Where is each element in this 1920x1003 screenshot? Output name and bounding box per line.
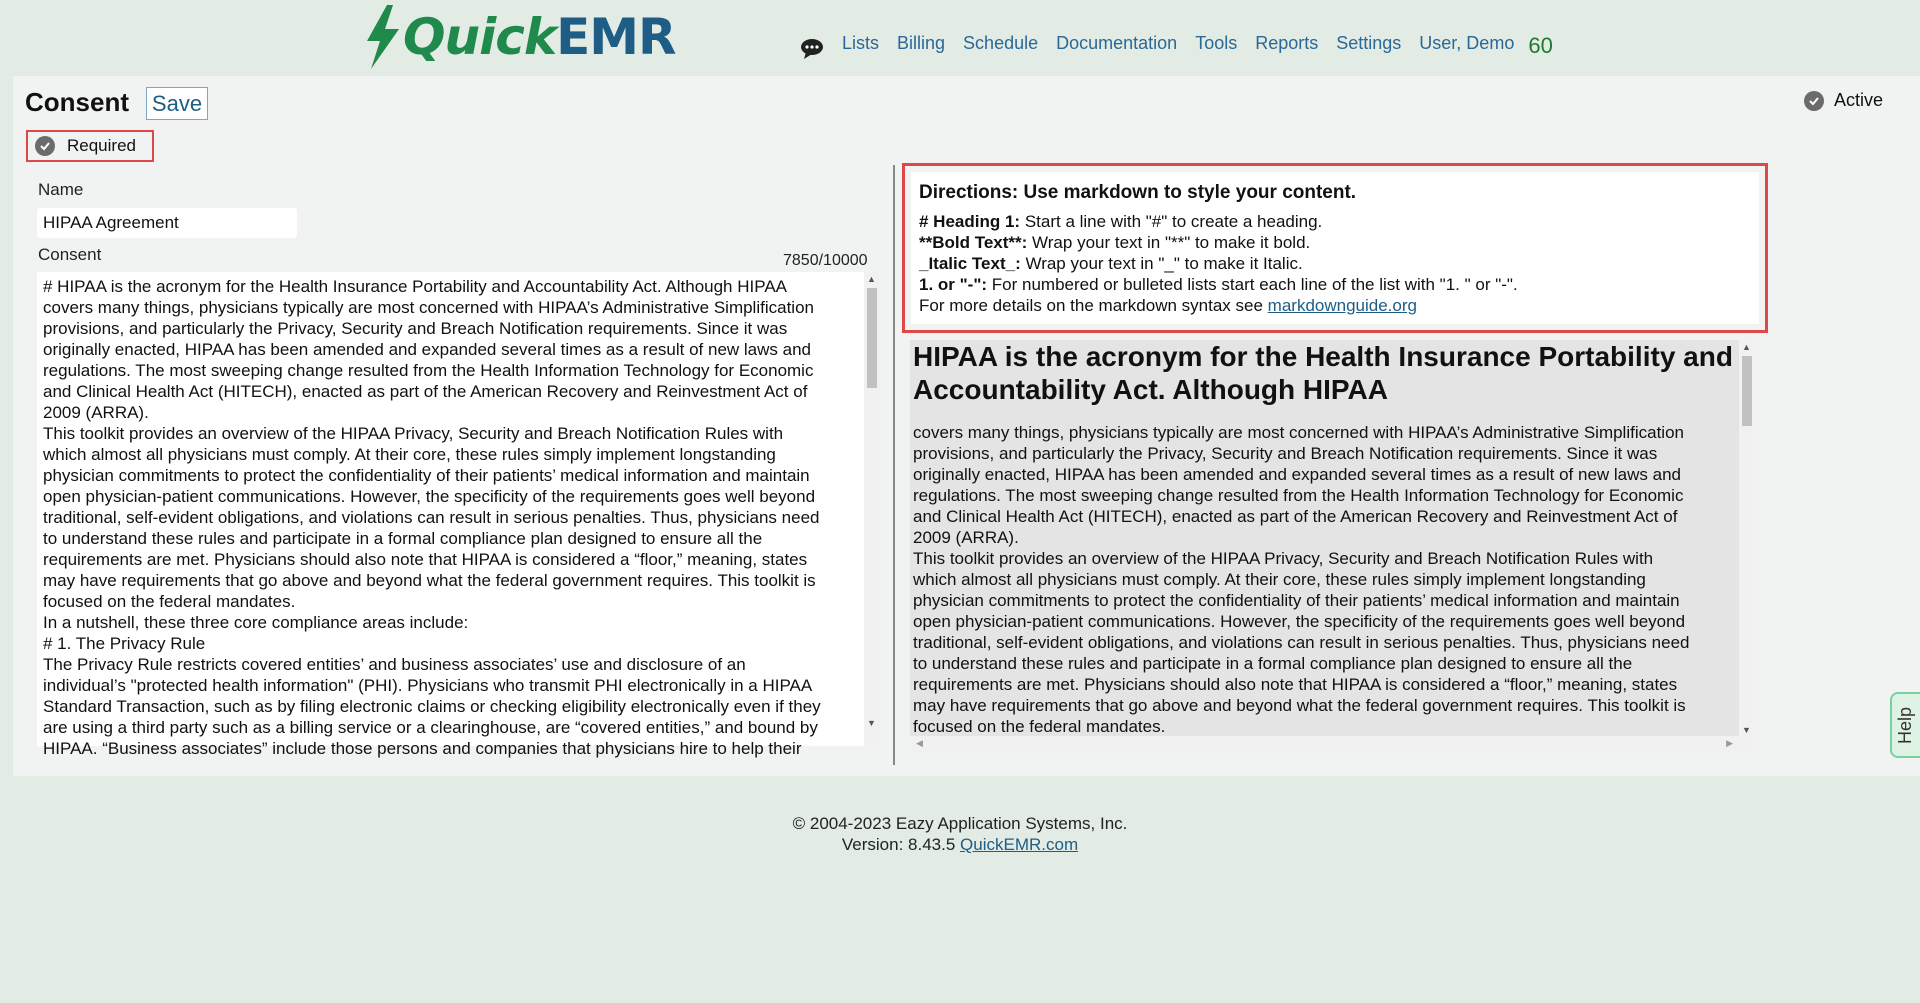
app-header: [0, 0, 1920, 76]
main-nav: [800, 28, 1553, 58]
nav-schedule[interactable]: Schedule: [963, 32, 1039, 53]
name-label: Name: [38, 180, 84, 199]
direction-line: _Italic Text_: Wrap your text in "_" to make it Italic.: [919, 254, 1303, 273]
session-timer: 60: [1528, 33, 1553, 58]
markdown-directions: [902, 163, 1768, 333]
direction-more: For more details on the markdown syntax see markdownguide.org: [919, 296, 1417, 315]
consent-text: # HIPAA is the acronym for the Health Insurance Portability and Accountability Act. Although HIPAA covers many things, physicians typically are most concerned with HIPAA’s Administrative Simplification provisions, and particularly the Privacy, Security and Breach Notification requirements. Since it was originally enacted, HIPAA has been amended and expanded several times as a result of new laws and regulations. The most sweeping change resulted from the Health Information Technology for Economic and Clinical Health Act (HITECH), enacted as part of the American Recovery and Reinvestment Act of 2009 (ARRA). This toolkit provides an overview of the HIPAA Privacy, Security and Breach Notification Rules with which almost all physicians must comply. At their core, these rules simply implement longstanding physician commitments to protect the confidentiality of their patients’ medical information and maintain open physician-patient communications. However, the specificity of the requirements goes well beyond traditional, self-evident obligations, and violations can result in serious penalties. Thus, physicians need to understand these rules and participate in a formal compliance plan designed to ensure all the requirements are met. Physicians should also note that HIPAA is considered a “floor,” meaning, states may have requirements that go above and beyond what the federal government requires. This toolkit is focused on the federal mandates. In a nutshell, these three core compliance areas include: # 1. The Privacy Rule The Privacy Rule restricts covered entities’ and business associates’ use and disclosure of an individual’s "protected health information" (PHI). Physicians who transmit PHI electronically in a HIPAA Standard Transaction, such as by filing electronic claims or checking eligibility electronically even if they are using a third party such as a billing service or a clearinghouse, are “covered entities,” and bound by HIPAA. “Business associates” include those persons and companies that physicians hire to help their: [43, 277, 821, 758]
markdownguide-link[interactable]: markdownguide.org: [1267, 296, 1417, 315]
name-input[interactable]: [37, 208, 297, 238]
logo-text-quick: Quick: [403, 8, 557, 66]
nav-tools[interactable]: Tools: [1195, 32, 1238, 53]
version-info: Version: 8.43.5 QuickEMR.com: [841, 835, 1079, 854]
nav-lists[interactable]: Lists: [842, 32, 880, 53]
direction-line: 1. or "-": For numbered or bulleted lists start each line of the list with "1. " or "-".: [919, 275, 1518, 294]
consent-textarea[interactable]: [37, 272, 880, 758]
nav-billing[interactable]: Billing: [897, 32, 946, 53]
page-title: Consent: [25, 87, 129, 117]
preview-horizontal-scrollbar[interactable]: ◀ ▶: [910, 736, 1755, 753]
required-checkbox[interactable]: [26, 130, 154, 162]
checkmark-icon: [35, 136, 55, 156]
direction-line: # Heading 1: Start a line with "#" to create a heading.: [919, 212, 1323, 231]
help-tab[interactable]: Help: [1890, 692, 1920, 758]
markdown-preview: [910, 340, 1755, 753]
active-checkbox[interactable]: [1804, 90, 1883, 111]
directions-title: Directions: Use markdown to style your content.: [919, 182, 1357, 203]
character-counter: 7850/10000: [783, 252, 868, 269]
nav-documentation[interactable]: Documentation: [1056, 32, 1178, 53]
active-label: Active: [1834, 90, 1884, 110]
preview-heading: HIPAA is the acronym for the Health Insurance Portability and Accountability Act. Although HIPAA: [913, 341, 1733, 405]
nav-reports[interactable]: Reports: [1255, 32, 1319, 53]
preview-body: covers many things, physicians typically are most concerned with HIPAA’s Administrative Simplification provisions, and particularly the Privacy, Security and Breach Notification requirements. Since it was originally enacted, HIPAA has been amended and expanded several times as a result of new laws and regulations. The most sweeping change resulted from the Health Information Technology for Economic and Clinical Health Act (HITECH), enacted as part of the American Recovery and Reinvestment Act of 2009 (ARRA). This toolkit provides an overview of the HIPAA Privacy, Security and Breach Notification Rules with which almost all physicians must comply. At their core, these rules simply implement longstanding physician commitments to protect the confidentiality of their patients’ medical information and maintain open physician-patient communications. However, the specificity of the requirements goes well beyond traditional, self-evident obligations, and violations can result in serious penalties. Thus, physicians need to understand these rules and participate in a formal compliance plan designed to ensure all the requirements are met. Physicians should also note that HIPAA is considered a “floor,” meaning, states may have requirements that go above and beyond what the federal government requires. This toolkit is focused on the federal mandates.: [913, 423, 1690, 736]
footer: [0, 813, 1920, 855]
direction-line: **Bold Text**: Wrap your text in "**" to make it bold.: [919, 233, 1311, 252]
consent-label: Consent: [38, 245, 102, 264]
nav-user-menu[interactable]: User, Demo: [1419, 32, 1515, 53]
quickemr-link[interactable]: QuickEMR.com: [960, 835, 1079, 854]
copyright: © 2004-2023 Eazy Application Systems, Inc.: [792, 814, 1128, 833]
save-button[interactable]: Save: [146, 87, 208, 120]
logo-text-emr: EMR: [556, 8, 676, 66]
consent-scrollbar[interactable]: ▲ ▼: [864, 272, 880, 746]
chat-icon[interactable]: [800, 37, 824, 59]
panel-divider: [893, 165, 895, 765]
required-label: Required: [67, 136, 136, 155]
quickemr-logo[interactable]: [363, 4, 676, 70]
preview-scrollbar[interactable]: ▲ ▼: [1739, 340, 1755, 753]
lightning-bolt-icon: [363, 5, 403, 69]
nav-settings[interactable]: Settings: [1336, 32, 1402, 53]
checkmark-icon: [1804, 91, 1824, 111]
